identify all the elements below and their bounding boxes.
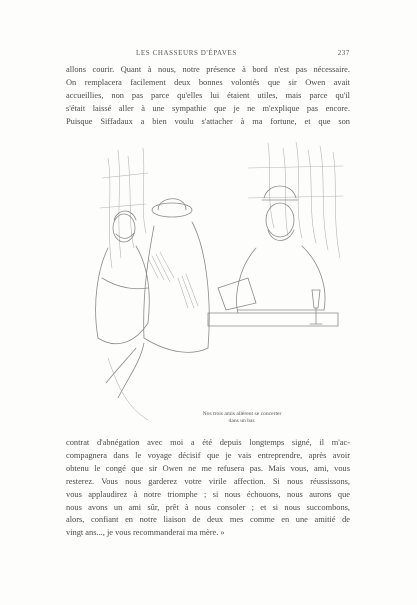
- text-line: contrat d'abnégation avec moi a été depuis longtemps signé, il m'ac-: [66, 438, 350, 447]
- engraving-illustration: [88, 138, 350, 428]
- running-title: LES CHASSEURS D'ÉPAVES: [136, 49, 237, 57]
- text-line: Puisque Siffadaux a bien voulu s'attacher à ma fortune, et que son: [66, 116, 350, 126]
- figure-center-man: [106, 199, 209, 398]
- top-paragraph: [66, 64, 350, 129]
- caption-line: Nos trois amis allèrent se concerter: [202, 411, 282, 417]
- caption-line: dans un bar.: [228, 418, 256, 424]
- text-line: On remplacera facilement deux bonnes volontés que sir Owen avait: [66, 77, 350, 87]
- page-number: 237: [337, 49, 350, 57]
- figure-left-man: [96, 211, 150, 344]
- table-and-glass: [208, 278, 338, 326]
- text-line: allons courir. Quant à nous, notre présence à bord n'est pas nécessaire.: [66, 65, 350, 74]
- text-line: s'était laissé aller à une sympathie que je ne m'explique pas encore.: [66, 103, 350, 113]
- text-line: accueillies, non pas parce qu'elles lui étaient utiles, mais parce qu'il: [66, 90, 350, 100]
- text-line: vingt ans..., je vous recommanderai ma mère. »: [66, 528, 225, 538]
- text-line: alors, confiant en notre liaison de deux mes comme en une amitié de: [66, 515, 350, 525]
- text-line: nous avons un ami sûr, prêt à nous consoler ; et si nous succombons,: [66, 502, 350, 512]
- text-line: resterez. Vous nous garderez votre virile affection. Si nous réussissons,: [66, 476, 350, 486]
- bottom-paragraph: [66, 437, 350, 540]
- text-line: obtenu le congé que sir Owen ne me refusera pas. Mais vous, ami, vous: [66, 463, 350, 473]
- text-line: compagnera dans le voyage décisif que je vais entreprendre, après avoir: [66, 450, 350, 460]
- text-line: vous applaudirez à notre triomphe ; si nous échouons, nous aurons que: [66, 489, 350, 499]
- illustration-caption: [197, 411, 287, 425]
